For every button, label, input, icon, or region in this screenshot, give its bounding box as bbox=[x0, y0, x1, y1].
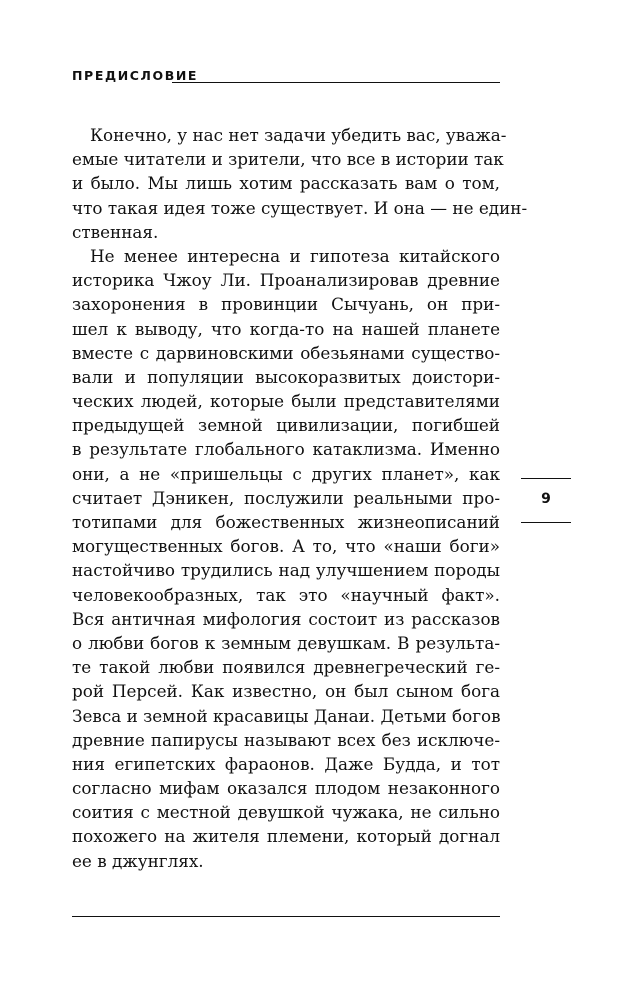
text-line: Конечно, у нас нет задачи убедить вас, уважа- bbox=[90, 125, 507, 145]
text-line: шел к выводу, что когда-то на нашей планете bbox=[72, 318, 500, 339]
text-line: предыдущей земной цивилизации, погибшей bbox=[72, 415, 500, 436]
text-line: захоронения в провинции Сычуань, он при- bbox=[72, 294, 500, 315]
text-line: ственная. bbox=[72, 221, 159, 242]
page-number-marker bbox=[521, 478, 571, 523]
text-line: древние папирусы называют всех без исключе- bbox=[72, 729, 500, 750]
text-line: Вся античная мифология состоит из рассказов bbox=[72, 608, 500, 629]
text-line: настойчиво трудились над улучшением породы bbox=[72, 560, 500, 581]
text-line: ческих людей, которые были представителями bbox=[72, 391, 500, 412]
text-line: Зевса и земной красавицы Данаи. Детьми богов bbox=[72, 705, 501, 726]
text-line: те такой любви появился древнегреческий ге- bbox=[72, 657, 500, 678]
text-line: соития с местной девушкой чужака, не сильно bbox=[72, 802, 500, 823]
header-rule bbox=[172, 82, 500, 83]
page-number: 9 bbox=[541, 491, 551, 507]
text-line: историка Чжоу Ли. Проанализировав древние bbox=[72, 270, 500, 291]
text-line: ее в джунглях. bbox=[72, 850, 204, 871]
text-line: что такая идея тоже существует. И она — не един- bbox=[72, 197, 528, 218]
text-line: в результате глобального катаклизма. Именно bbox=[72, 439, 500, 460]
text-line: согласно мифам оказался плодом незаконного bbox=[72, 778, 500, 799]
text-line: и было. Мы лишь хотим рассказать вам о том, bbox=[72, 173, 500, 194]
body-text bbox=[72, 123, 528, 873]
text-line: емые читатели и зрители, что все в истории так bbox=[72, 149, 504, 170]
text-line: ния египетских фараонов. Даже Будда, и тот bbox=[72, 753, 500, 774]
running-header bbox=[72, 69, 500, 87]
text-line: похожего на жителя племени, который догнал bbox=[72, 826, 500, 847]
text-line: тотипами для божественных жизнеописаний bbox=[72, 512, 500, 532]
text-line: могущественных богов. А то, что «наши боги» bbox=[72, 536, 500, 557]
page-number-rule-bottom bbox=[521, 522, 571, 523]
text-line: вместе с дарвиновскими обезьянами существо- bbox=[72, 342, 500, 363]
text-line: о любви богов к земным девушкам. В результа- bbox=[72, 632, 500, 653]
text-line: Не менее интересна и гипотеза китайского bbox=[90, 245, 500, 266]
text-line: считает Дэникен, послужили реальными про- bbox=[72, 487, 500, 508]
text-line: рой Персей. Как известно, он был сыном бога bbox=[72, 681, 500, 702]
footer-rule bbox=[72, 916, 500, 917]
running-title: ПРЕДИСЛОВИЕ bbox=[72, 68, 199, 83]
text-line: человекообразных, так это «научный факт». bbox=[72, 584, 500, 605]
page-number-rule-top bbox=[521, 478, 571, 479]
text-line: вали и популяции высокоразвитых доистори- bbox=[72, 366, 500, 387]
text-line: они, а не «пришельцы с других планет», как bbox=[72, 463, 500, 484]
